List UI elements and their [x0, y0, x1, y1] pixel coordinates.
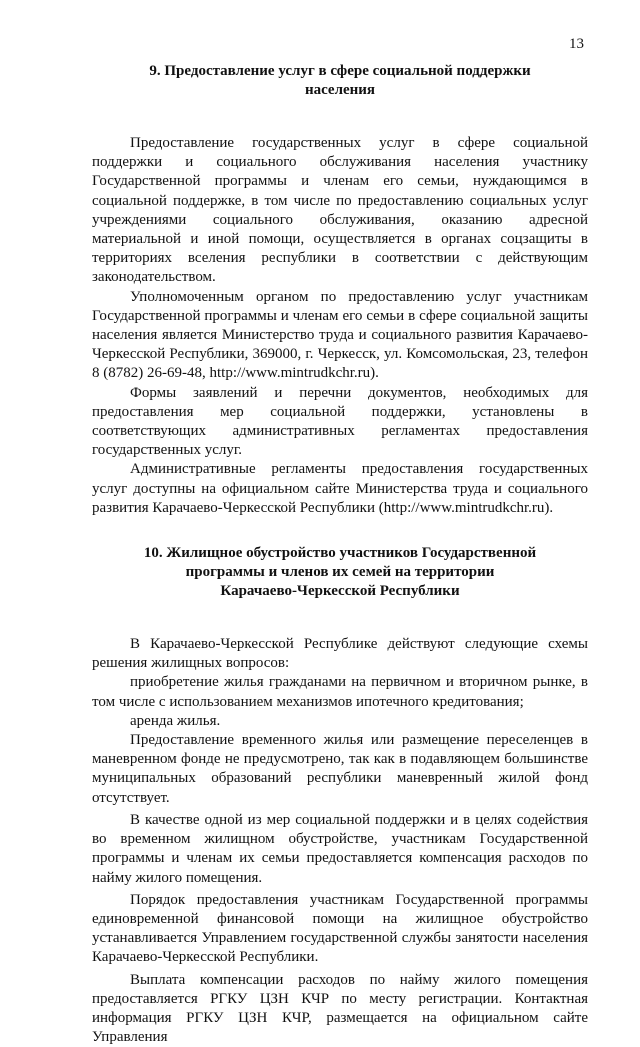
heading-line: Карачаево-Черкесской Республики: [220, 583, 460, 600]
paragraph: В Карачаево-Черкесской Республике действуют следующие схемы решения жилищных вопросов:: [92, 636, 588, 672]
paragraph: приобретение жилья гражданами на первичном и вторичном рынке, в том числе с использованием механизмов ипотечного кредитования;: [92, 674, 588, 710]
paragraph: В качестве одной из мер социальной поддержки и в целях содействия во временном жилищном обустройстве, участникам Государственной программы и членам их семьи предоставляется компенсация расходов по найму жилого помещения.: [92, 811, 588, 886]
paragraph: Формы заявлений и перечни документов, необходимых для предоставления мер социальной поддержки, установлены в соответствующих административных регламентах предоставления государственных услуг.: [92, 384, 588, 459]
heading-line: программы и членов их семей на территории: [185, 564, 495, 581]
paragraph: Выплата компенсации расходов по найму жилого помещения предоставляется РГКУ ЦЗН КЧР по месту регистрации. Контактная информация РГКУ ЦЗН КЧР, размещается на официальном сайте Управления: [92, 971, 588, 1046]
heading-line: населения: [304, 82, 376, 98]
heading-line: 9. Предоставление услуг в сфере социальной поддержки: [149, 63, 531, 79]
paragraph: Уполномоченным органом по предоставлению услуг участникам Государственной программы и членам его семьи в сфере социальной защиты населения является Министерство труда и социального развития Карачаево-Черкесской Республики, 369000, г. Черкесск, ул. Комсомольская, 23, телефон 8 (8782) 26-69-48, http://www.mintrudkchr.ru).: [92, 288, 588, 382]
heading-line: 10. Жилищное обустройство участников Государственной: [143, 545, 537, 562]
paragraph: аренда жилья.: [130, 712, 221, 729]
section-9-heading: [92, 62, 588, 100]
paragraph: Предоставление временного жилья или размещение переселенцев в маневренном фонде не предусмотрено, так как в подавляющем большинстве муниципальных образований республики маневренный жилой фонд отсутствует.: [92, 732, 588, 806]
section-10-heading: [92, 544, 588, 601]
paragraph: Порядок предоставления участникам Государственной программы единовременной финансовой помощи на жилищное обустройство устанавливается Управлением государственной службы занятости населения Карачаево-Черкесской Республики.: [92, 891, 588, 966]
paragraph: Предоставление государственных услуг в сфере социальной поддержки и социального обслуживания населения участнику Государственной программы и членам его семьи, нуждающимся в социальной поддержке, в том числе по предоставлению социальных услуг учреждениями социального обслуживания, оказанию адресной материальной и иной помощи, осуществляется в органах соцзащиты в территориях вселения республики в соответствии с действующим законодательством.: [92, 135, 588, 286]
page-number: 13: [569, 36, 584, 52]
page-content: [92, 62, 588, 1047]
paragraph: Административные регламенты предоставления государственных услуг доступны на официальном сайте Министерства труда и социального развития Карачаево-Черкесской Республики (http://www.mintrudkchr.ru).: [92, 461, 588, 516]
